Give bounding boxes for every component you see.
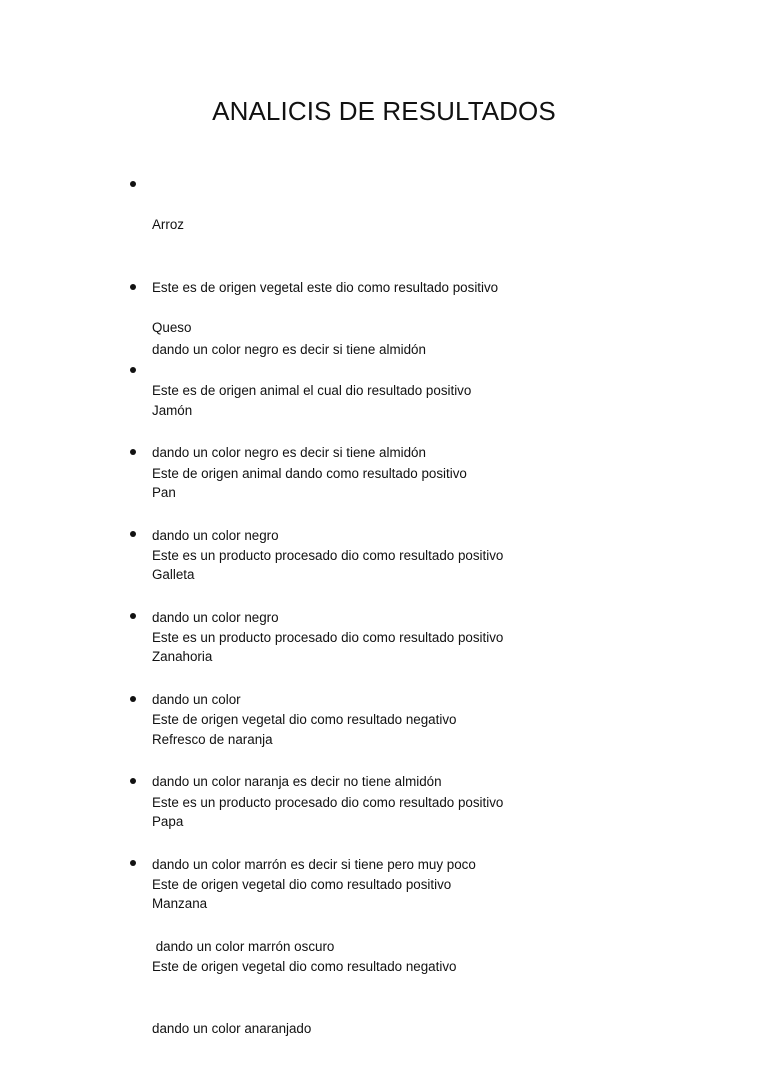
item-description-line: Este de origen vegetal dio como resultado negativo — [152, 711, 457, 727]
item-description-line: dando un color negro — [152, 527, 279, 543]
item-name: Queso — [152, 320, 192, 336]
bullet-icon — [130, 613, 136, 619]
page-title: ANALICIS DE RESULTADOS — [212, 96, 556, 126]
bullet-icon — [130, 860, 136, 866]
item-description-line: Este de origen vegetal dio como resultado negativo — [152, 958, 457, 974]
item-description-line: dando un color marrón es decir si tiene pero muy poco — [152, 856, 476, 872]
item-name: Arroz — [152, 217, 184, 233]
item-description-line: dando un color negro es decir si tiene almidón — [152, 341, 426, 357]
bullet-icon — [130, 531, 136, 537]
item-name: Galleta — [152, 567, 195, 583]
item-description-line: dando un color anaranjado — [152, 1020, 312, 1036]
item-description-line: Este es de origen vegetal este dio como resultado positivo — [152, 279, 499, 295]
item-description-line: Este es de origen animal el cual dio resultado positivo — [152, 382, 472, 398]
bullet-icon — [130, 449, 136, 455]
list-item-text — [152, 853, 456, 1081]
item-name: Jamón — [152, 403, 193, 419]
bullet-icon — [130, 778, 136, 784]
item-description-line: dando un color negro — [152, 609, 279, 625]
item-description-line: Este es un producto procesado dio como resultado positivo — [152, 629, 504, 645]
item-description-line: dando un color negro es decir si tiene almidón — [152, 444, 426, 460]
item-description-line: Este es un producto procesado dio como resultado positivo — [152, 794, 504, 810]
bullet-icon — [130, 367, 136, 373]
item-name: Papa — [152, 814, 184, 830]
bullet-icon — [130, 696, 136, 702]
bullet-icon — [130, 181, 136, 187]
item-name: Zanahoria — [152, 649, 213, 665]
item-description-line: dando un color marrón oscuro — [152, 938, 335, 954]
item-name: Manzana — [152, 896, 208, 912]
item-description-line: dando un color — [152, 691, 241, 707]
item-description-line: dando un color naranja es decir no tiene almidón — [152, 773, 442, 789]
item-name: Refresco de naranja — [152, 732, 273, 748]
item-description-line: Este de origen animal dando como resultado positivo — [152, 465, 467, 481]
item-description-line: Este de origen vegetal dio como resultado positivo — [152, 876, 452, 892]
item-name: Pan — [152, 485, 176, 501]
bullet-icon — [130, 284, 136, 290]
item-description-line: Este es un producto procesado dio como resultado positivo — [152, 547, 504, 563]
